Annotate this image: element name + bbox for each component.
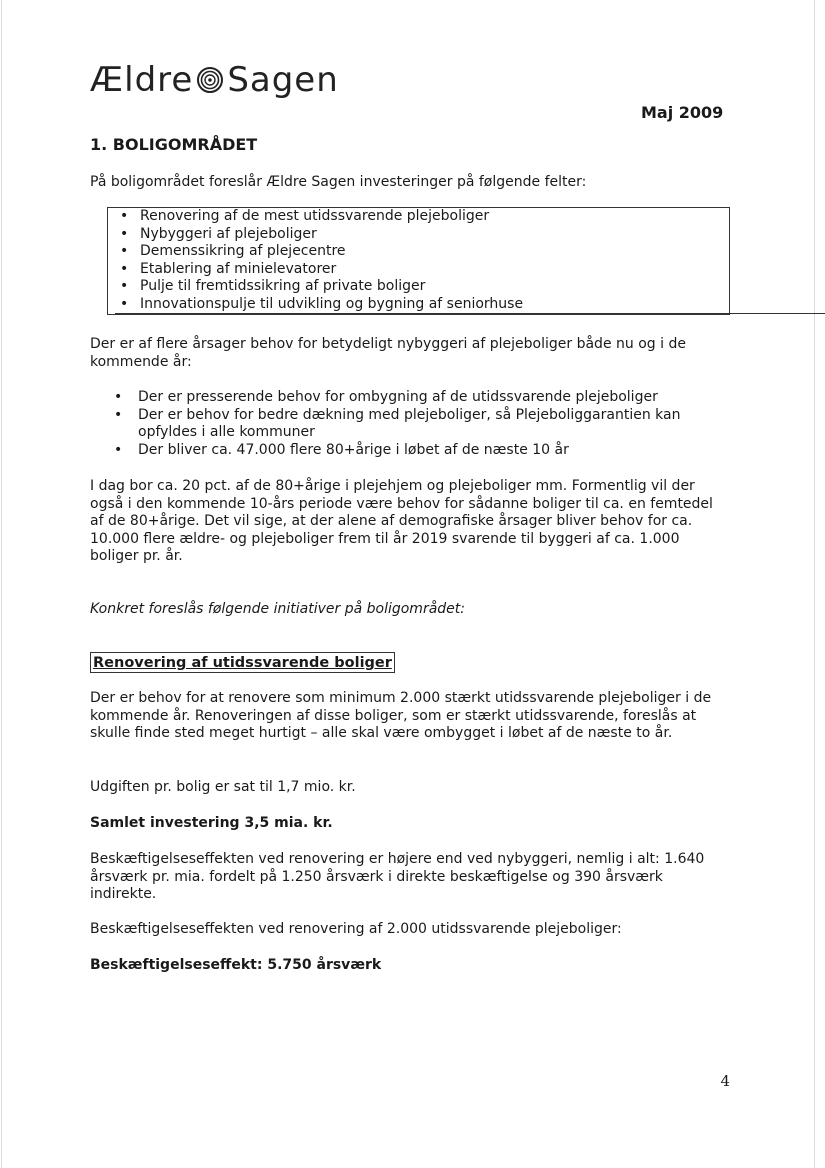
statistics-paragraph: I dag bor ca. 20 pct. af de 80+årige i plejehjem og plejeboliger mm. Formentlig vil der også i den kommende 10-års periode være behov for sådanne boliger til ca. en femtedel af de 80+årige. Det vil sige, at der alene af demografiske årsager bliver behov for ca. 10.000 flere ældre- og plejeboliger frem til år 2019 svarende til byggeri af ca. 1.000 boliger pr. år.	[90, 478, 713, 564]
page-edge-left	[1, 0, 2, 1168]
reasons-list	[114, 389, 714, 459]
aeldre-sagen-logo	[90, 60, 339, 100]
renovation-paragraph: Der er behov for at renovere som minimum 2.000 stærkt utidssvarende plejeboliger i de kommende år. Renoveringen af disse boliger, som er stærkt utidssvarende, foreslås at skulle finde sted meget hurtigt – alle skal være ombygget i løbet af de næste to år.	[90, 690, 712, 741]
list-item: • Der er presserende behov for ombygning af de utidssvarende plejeboliger	[114, 389, 714, 407]
cost-per-dwelling: Udgiften pr. bolig er sat til 1,7 mio. kr.	[90, 779, 356, 795]
employment-effect-paragraph: Beskæftigelseseffekten ved renovering er højere end ved nybyggeri, nemlig i alt: 1.640 årsværk pr. mia. fordelt på 1.250 årsværk i direkte beskæftigelse og 390 årsværk indirekte.	[90, 851, 705, 902]
section-heading: 1. BOLIGOMRÅDET	[90, 135, 258, 154]
total-investment: Samlet investering 3,5 mia. kr.	[90, 815, 333, 831]
initiatives-intro: Konkret foreslås følgende initiativer på boligområdet:	[90, 601, 465, 617]
list-item: • Nybyggeri af plejeboliger	[120, 226, 729, 244]
investment-fields-list	[107, 207, 730, 315]
list-item: • Demenssikring af plejecentre	[120, 243, 729, 261]
need-paragraph: Der er af flere årsager behov for betydeligt nybyggeri af plejeboliger både nu og i de kommende år:	[90, 336, 686, 370]
list-item: • Renovering af de mest utidssvarende plejeboliger	[120, 208, 729, 226]
renovation-heading: Renovering af utidssvarende boliger	[90, 652, 395, 673]
list-item: • Der bliver ca. 47.000 flere 80+årige i løbet af de næste 10 år	[114, 442, 714, 460]
employment-effect-intro: Beskæftigelseseffekten ved renovering af 2.000 utidssvarende plejeboliger:	[90, 921, 622, 937]
list-item: • Etablering af minielevatorer	[120, 261, 729, 279]
page-edge-right	[814, 0, 815, 1168]
list-item: • Pulje til fremtidssikring af private boliger	[120, 278, 729, 296]
logo-text-right: Sagen	[227, 60, 339, 100]
list-item: • Der er behov for bedre dækning med plejeboliger, så Plejeboliggarantien kan opfyldes i alle kommuner	[114, 407, 714, 442]
document-date: Maj 2009	[641, 103, 724, 122]
section-intro: På boligområdet foreslår Ældre Sagen investeringer på følgende felter:	[90, 174, 587, 190]
list-item: • Innovationspulje til udvikling og bygning af seniorhuse	[120, 296, 729, 314]
logo-text-left: Ældre	[90, 60, 194, 100]
page-number: 4	[720, 1072, 730, 1090]
spiral-logo-icon	[196, 66, 224, 94]
employment-effect-total: Beskæftigelseseffekt: 5.750 årsværk	[90, 957, 382, 973]
